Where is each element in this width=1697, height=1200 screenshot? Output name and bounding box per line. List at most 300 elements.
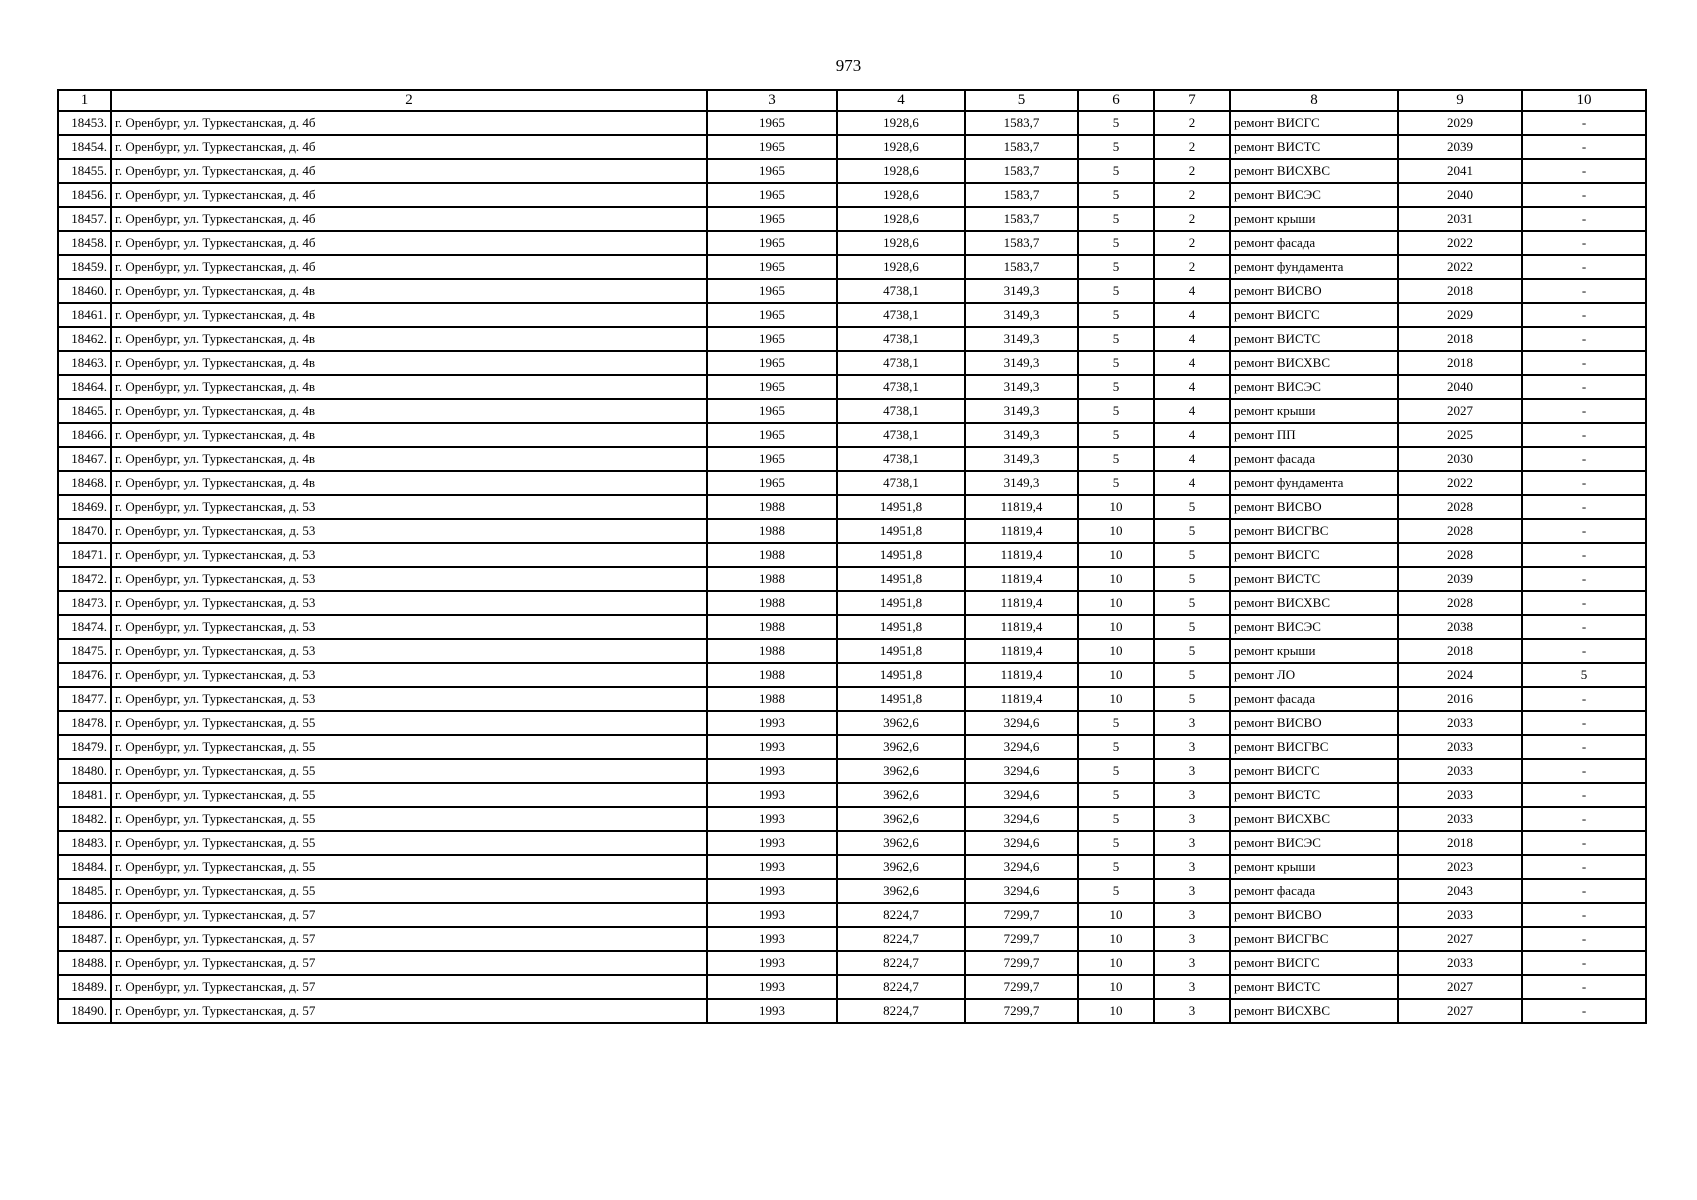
planned-year-cell: 2025 — [1398, 423, 1522, 447]
column-header: 10 — [1522, 90, 1646, 111]
year-cell: 1988 — [707, 663, 837, 687]
year-cell: 1965 — [707, 351, 837, 375]
floors-cell: 10 — [1078, 975, 1154, 999]
year-cell: 1988 — [707, 543, 837, 567]
work-type-cell: ремонт фасада — [1230, 879, 1398, 903]
planned-year-cell: 2018 — [1398, 639, 1522, 663]
address-cell: г. Оренбург, ул. Туркестанская, д. 53 — [111, 615, 707, 639]
year-cell: 1993 — [707, 903, 837, 927]
living-area-cell: 11819,4 — [965, 591, 1078, 615]
page-number: 973 — [835, 56, 862, 75]
table-row — [58, 903, 1646, 927]
planned-year-cell: 2033 — [1398, 903, 1522, 927]
floors-cell: 5 — [1078, 207, 1154, 231]
year-cell: 1965 — [707, 255, 837, 279]
note-cell: - — [1522, 447, 1646, 471]
floors-cell: 5 — [1078, 471, 1154, 495]
living-area-cell: 11819,4 — [965, 495, 1078, 519]
table-row — [58, 855, 1646, 879]
note-cell: - — [1522, 255, 1646, 279]
work-type-cell: ремонт фундамента — [1230, 471, 1398, 495]
note-cell: - — [1522, 735, 1646, 759]
year-cell: 1965 — [707, 447, 837, 471]
row-number-cell: 18454. — [58, 135, 111, 159]
total-area-cell: 3962,6 — [837, 807, 965, 831]
floors-cell: 5 — [1078, 759, 1154, 783]
year-cell: 1988 — [707, 615, 837, 639]
floors-cell: 10 — [1078, 591, 1154, 615]
row-number-cell: 18480. — [58, 759, 111, 783]
row-number-cell: 18473. — [58, 591, 111, 615]
floors-cell: 5 — [1078, 735, 1154, 759]
note-cell: - — [1522, 951, 1646, 975]
total-area-cell: 1928,6 — [837, 207, 965, 231]
note-cell: - — [1522, 759, 1646, 783]
work-type-cell: ремонт ВИСЭС — [1230, 831, 1398, 855]
note-cell: - — [1522, 615, 1646, 639]
note-cell: - — [1522, 567, 1646, 591]
note-cell: - — [1522, 231, 1646, 255]
address-cell: г. Оренбург, ул. Туркестанская, д. 53 — [111, 519, 707, 543]
entrances-cell: 2 — [1154, 255, 1230, 279]
table-row — [58, 495, 1646, 519]
planned-year-cell: 2028 — [1398, 495, 1522, 519]
total-area-cell: 14951,8 — [837, 639, 965, 663]
planned-year-cell: 2033 — [1398, 783, 1522, 807]
note-cell: - — [1522, 471, 1646, 495]
table-row — [58, 951, 1646, 975]
floors-cell: 5 — [1078, 807, 1154, 831]
year-cell: 1965 — [707, 423, 837, 447]
table-row — [58, 471, 1646, 495]
living-area-cell: 7299,7 — [965, 951, 1078, 975]
year-cell: 1993 — [707, 831, 837, 855]
living-area-cell: 3149,3 — [965, 447, 1078, 471]
total-area-cell: 4738,1 — [837, 327, 965, 351]
work-type-cell: ремонт ПП — [1230, 423, 1398, 447]
note-cell: - — [1522, 999, 1646, 1023]
year-cell: 1988 — [707, 687, 837, 711]
year-cell: 1965 — [707, 471, 837, 495]
planned-year-cell: 2043 — [1398, 879, 1522, 903]
note-cell: - — [1522, 135, 1646, 159]
planned-year-cell: 2018 — [1398, 279, 1522, 303]
living-area-cell: 11819,4 — [965, 687, 1078, 711]
row-number-cell: 18458. — [58, 231, 111, 255]
entrances-cell: 2 — [1154, 207, 1230, 231]
floors-cell: 10 — [1078, 999, 1154, 1023]
living-area-cell: 3149,3 — [965, 375, 1078, 399]
planned-year-cell: 2027 — [1398, 399, 1522, 423]
row-number-cell: 18457. — [58, 207, 111, 231]
living-area-cell: 11819,4 — [965, 639, 1078, 663]
address-cell: г. Оренбург, ул. Туркестанская, д. 4б — [111, 231, 707, 255]
work-type-cell: ремонт ВИСХВС — [1230, 999, 1398, 1023]
address-cell: г. Оренбург, ул. Туркестанская, д. 57 — [111, 951, 707, 975]
total-area-cell: 4738,1 — [837, 375, 965, 399]
living-area-cell: 3149,3 — [965, 327, 1078, 351]
floors-cell: 5 — [1078, 783, 1154, 807]
planned-year-cell: 2033 — [1398, 951, 1522, 975]
floors-cell: 5 — [1078, 111, 1154, 135]
planned-year-cell: 2041 — [1398, 159, 1522, 183]
row-number-cell: 18482. — [58, 807, 111, 831]
living-area-cell: 3294,6 — [965, 831, 1078, 855]
work-type-cell: ремонт ВИСЭС — [1230, 375, 1398, 399]
row-number-cell: 18490. — [58, 999, 111, 1023]
address-cell: г. Оренбург, ул. Туркестанская, д. 53 — [111, 663, 707, 687]
note-cell: - — [1522, 399, 1646, 423]
row-number-cell: 18484. — [58, 855, 111, 879]
living-area-cell: 3294,6 — [965, 807, 1078, 831]
note-cell: - — [1522, 639, 1646, 663]
address-cell: г. Оренбург, ул. Туркестанская, д. 53 — [111, 639, 707, 663]
total-area-cell: 4738,1 — [837, 423, 965, 447]
year-cell: 1988 — [707, 495, 837, 519]
total-area-cell: 1928,6 — [837, 183, 965, 207]
total-area-cell: 8224,7 — [837, 903, 965, 927]
planned-year-cell: 2038 — [1398, 615, 1522, 639]
total-area-cell: 14951,8 — [837, 591, 965, 615]
note-cell: - — [1522, 423, 1646, 447]
column-header: 1 — [58, 90, 111, 111]
total-area-cell: 4738,1 — [837, 399, 965, 423]
total-area-cell: 4738,1 — [837, 351, 965, 375]
year-cell: 1988 — [707, 519, 837, 543]
row-number-cell: 18476. — [58, 663, 111, 687]
table-row — [58, 447, 1646, 471]
planned-year-cell: 2018 — [1398, 831, 1522, 855]
table-row — [58, 351, 1646, 375]
table-row — [58, 639, 1646, 663]
row-number-cell: 18471. — [58, 543, 111, 567]
address-cell: г. Оренбург, ул. Туркестанская, д. 4б — [111, 135, 707, 159]
row-number-cell: 18477. — [58, 687, 111, 711]
address-cell: г. Оренбург, ул. Туркестанская, д. 4в — [111, 327, 707, 351]
entrances-cell: 5 — [1154, 519, 1230, 543]
address-cell: г. Оренбург, ул. Туркестанская, д. 4в — [111, 423, 707, 447]
entrances-cell: 3 — [1154, 855, 1230, 879]
work-type-cell: ремонт ВИСТС — [1230, 975, 1398, 999]
row-number-cell: 18478. — [58, 711, 111, 735]
address-cell: г. Оренбург, ул. Туркестанская, д. 55 — [111, 735, 707, 759]
entrances-cell: 3 — [1154, 951, 1230, 975]
year-cell: 1993 — [707, 855, 837, 879]
year-cell: 1993 — [707, 975, 837, 999]
address-cell: г. Оренбург, ул. Туркестанская, д. 57 — [111, 999, 707, 1023]
year-cell: 1993 — [707, 735, 837, 759]
address-cell: г. Оренбург, ул. Туркестанская, д. 53 — [111, 687, 707, 711]
row-number-cell: 18463. — [58, 351, 111, 375]
living-area-cell: 3149,3 — [965, 423, 1078, 447]
living-area-cell: 1583,7 — [965, 255, 1078, 279]
table-row — [58, 111, 1646, 135]
table-row — [58, 399, 1646, 423]
living-area-cell: 3294,6 — [965, 735, 1078, 759]
entrances-cell: 4 — [1154, 423, 1230, 447]
planned-year-cell: 2018 — [1398, 327, 1522, 351]
row-number-cell: 18467. — [58, 447, 111, 471]
note-cell: - — [1522, 495, 1646, 519]
entrances-cell: 4 — [1154, 279, 1230, 303]
work-type-cell: ремонт ВИСВО — [1230, 279, 1398, 303]
row-number-cell: 18487. — [58, 927, 111, 951]
row-number-cell: 18456. — [58, 183, 111, 207]
column-header: 8 — [1230, 90, 1398, 111]
address-cell: г. Оренбург, ул. Туркестанская, д. 55 — [111, 879, 707, 903]
floors-cell: 5 — [1078, 159, 1154, 183]
floors-cell: 10 — [1078, 639, 1154, 663]
work-type-cell: ремонт ВИСВО — [1230, 903, 1398, 927]
entrances-cell: 2 — [1154, 231, 1230, 255]
work-type-cell: ремонт ВИСТС — [1230, 567, 1398, 591]
table-row — [58, 135, 1646, 159]
work-type-cell: ремонт ВИСХВС — [1230, 807, 1398, 831]
address-cell: г. Оренбург, ул. Туркестанская, д. 55 — [111, 759, 707, 783]
total-area-cell: 3962,6 — [837, 759, 965, 783]
column-header: 4 — [837, 90, 965, 111]
living-area-cell: 7299,7 — [965, 927, 1078, 951]
entrances-cell: 3 — [1154, 999, 1230, 1023]
work-type-cell: ремонт ВИСТС — [1230, 135, 1398, 159]
note-cell: - — [1522, 327, 1646, 351]
note-cell: - — [1522, 543, 1646, 567]
floors-cell: 5 — [1078, 855, 1154, 879]
planned-year-cell: 2028 — [1398, 519, 1522, 543]
floors-cell: 5 — [1078, 327, 1154, 351]
total-area-cell: 3962,6 — [837, 831, 965, 855]
entrances-cell: 5 — [1154, 615, 1230, 639]
table-row — [58, 807, 1646, 831]
note-cell: - — [1522, 687, 1646, 711]
row-number-cell: 18468. — [58, 471, 111, 495]
row-number-cell: 18466. — [58, 423, 111, 447]
work-type-cell: ремонт фасада — [1230, 231, 1398, 255]
year-cell: 1965 — [707, 207, 837, 231]
work-type-cell: ремонт ВИСГВС — [1230, 519, 1398, 543]
year-cell: 1988 — [707, 639, 837, 663]
year-cell: 1965 — [707, 399, 837, 423]
entrances-cell: 2 — [1154, 159, 1230, 183]
floors-cell: 10 — [1078, 495, 1154, 519]
row-number-cell: 18460. — [58, 279, 111, 303]
total-area-cell: 8224,7 — [837, 927, 965, 951]
address-cell: г. Оренбург, ул. Туркестанская, д. 55 — [111, 783, 707, 807]
entrances-cell: 3 — [1154, 735, 1230, 759]
planned-year-cell: 2029 — [1398, 111, 1522, 135]
column-header: 6 — [1078, 90, 1154, 111]
living-area-cell: 7299,7 — [965, 975, 1078, 999]
total-area-cell: 4738,1 — [837, 303, 965, 327]
work-type-cell: ремонт ВИСВО — [1230, 711, 1398, 735]
address-cell: г. Оренбург, ул. Туркестанская, д. 4в — [111, 279, 707, 303]
living-area-cell: 1583,7 — [965, 207, 1078, 231]
year-cell: 1965 — [707, 183, 837, 207]
work-type-cell: ремонт крыши — [1230, 207, 1398, 231]
entrances-cell: 3 — [1154, 759, 1230, 783]
total-area-cell: 1928,6 — [837, 111, 965, 135]
total-area-cell: 14951,8 — [837, 543, 965, 567]
work-type-cell: ремонт крыши — [1230, 855, 1398, 879]
planned-year-cell: 2033 — [1398, 711, 1522, 735]
note-cell: - — [1522, 183, 1646, 207]
table-row — [58, 999, 1646, 1023]
table-row — [58, 279, 1646, 303]
address-cell: г. Оренбург, ул. Туркестанская, д. 4б — [111, 207, 707, 231]
total-area-cell: 4738,1 — [837, 471, 965, 495]
planned-year-cell: 2030 — [1398, 447, 1522, 471]
year-cell: 1965 — [707, 375, 837, 399]
living-area-cell: 3294,6 — [965, 711, 1078, 735]
work-type-cell: ремонт ВИСХВС — [1230, 591, 1398, 615]
address-cell: г. Оренбург, ул. Туркестанская, д. 4в — [111, 351, 707, 375]
table-header-row — [58, 90, 1646, 111]
year-cell: 1965 — [707, 111, 837, 135]
floors-cell: 10 — [1078, 663, 1154, 687]
row-number-cell: 18479. — [58, 735, 111, 759]
work-type-cell: ремонт ЛО — [1230, 663, 1398, 687]
note-cell: - — [1522, 279, 1646, 303]
row-number-cell: 18475. — [58, 639, 111, 663]
planned-year-cell: 2028 — [1398, 543, 1522, 567]
floors-cell: 10 — [1078, 543, 1154, 567]
floors-cell: 5 — [1078, 183, 1154, 207]
entrances-cell: 4 — [1154, 471, 1230, 495]
work-type-cell: ремонт ВИСГС — [1230, 303, 1398, 327]
address-cell: г. Оренбург, ул. Туркестанская, д. 4б — [111, 159, 707, 183]
planned-year-cell: 2039 — [1398, 567, 1522, 591]
row-number-cell: 18459. — [58, 255, 111, 279]
living-area-cell: 11819,4 — [965, 567, 1078, 591]
work-type-cell: ремонт ВИСГВС — [1230, 735, 1398, 759]
note-cell: - — [1522, 591, 1646, 615]
living-area-cell: 7299,7 — [965, 903, 1078, 927]
planned-year-cell: 2031 — [1398, 207, 1522, 231]
note-cell: - — [1522, 831, 1646, 855]
row-number-cell: 18464. — [58, 375, 111, 399]
year-cell: 1993 — [707, 879, 837, 903]
entrances-cell: 4 — [1154, 375, 1230, 399]
living-area-cell: 1583,7 — [965, 135, 1078, 159]
table-row — [58, 831, 1646, 855]
entrances-cell: 5 — [1154, 591, 1230, 615]
total-area-cell: 1928,6 — [837, 255, 965, 279]
row-number-cell: 18470. — [58, 519, 111, 543]
year-cell: 1965 — [707, 327, 837, 351]
floors-cell: 5 — [1078, 879, 1154, 903]
table-row — [58, 975, 1646, 999]
work-type-cell: ремонт ВИСВО — [1230, 495, 1398, 519]
living-area-cell: 3149,3 — [965, 351, 1078, 375]
total-area-cell: 4738,1 — [837, 279, 965, 303]
living-area-cell: 1583,7 — [965, 231, 1078, 255]
planned-year-cell: 2039 — [1398, 135, 1522, 159]
row-number-cell: 18472. — [58, 567, 111, 591]
address-cell: г. Оренбург, ул. Туркестанская, д. 57 — [111, 927, 707, 951]
planned-year-cell: 2023 — [1398, 855, 1522, 879]
living-area-cell: 11819,4 — [965, 519, 1078, 543]
note-cell: - — [1522, 855, 1646, 879]
total-area-cell: 3962,6 — [837, 855, 965, 879]
entrances-cell: 4 — [1154, 399, 1230, 423]
row-number-cell: 18465. — [58, 399, 111, 423]
total-area-cell: 14951,8 — [837, 567, 965, 591]
planned-year-cell: 2018 — [1398, 351, 1522, 375]
planned-year-cell: 2022 — [1398, 231, 1522, 255]
planned-year-cell: 2040 — [1398, 375, 1522, 399]
table-row — [58, 759, 1646, 783]
entrances-cell: 3 — [1154, 903, 1230, 927]
living-area-cell: 7299,7 — [965, 999, 1078, 1023]
total-area-cell: 14951,8 — [837, 615, 965, 639]
column-header: 2 — [111, 90, 707, 111]
row-number-cell: 18483. — [58, 831, 111, 855]
year-cell: 1993 — [707, 759, 837, 783]
note-cell: - — [1522, 807, 1646, 831]
note-cell: - — [1522, 351, 1646, 375]
work-type-cell: ремонт фасада — [1230, 687, 1398, 711]
total-area-cell: 1928,6 — [837, 159, 965, 183]
floors-cell: 5 — [1078, 399, 1154, 423]
row-number-cell: 18469. — [58, 495, 111, 519]
address-cell: г. Оренбург, ул. Туркестанская, д. 4в — [111, 399, 707, 423]
living-area-cell: 3294,6 — [965, 783, 1078, 807]
year-cell: 1965 — [707, 135, 837, 159]
row-number-cell: 18486. — [58, 903, 111, 927]
row-number-cell: 18455. — [58, 159, 111, 183]
total-area-cell: 14951,8 — [837, 495, 965, 519]
table-row — [58, 207, 1646, 231]
planned-year-cell: 2033 — [1398, 759, 1522, 783]
entrances-cell: 5 — [1154, 687, 1230, 711]
living-area-cell: 1583,7 — [965, 183, 1078, 207]
work-type-cell: ремонт ВИСТС — [1230, 327, 1398, 351]
entrances-cell: 4 — [1154, 351, 1230, 375]
address-cell: г. Оренбург, ул. Туркестанская, д. 4в — [111, 471, 707, 495]
total-area-cell: 8224,7 — [837, 999, 965, 1023]
address-cell: г. Оренбург, ул. Туркестанская, д. 4в — [111, 447, 707, 471]
row-number-cell: 18485. — [58, 879, 111, 903]
floors-cell: 5 — [1078, 279, 1154, 303]
total-area-cell: 3962,6 — [837, 783, 965, 807]
row-number-cell: 18481. — [58, 783, 111, 807]
entrances-cell: 4 — [1154, 303, 1230, 327]
planned-year-cell: 2027 — [1398, 999, 1522, 1023]
address-cell: г. Оренбург, ул. Туркестанская, д. 53 — [111, 543, 707, 567]
address-cell: г. Оренбург, ул. Туркестанская, д. 4б — [111, 111, 707, 135]
table-row — [58, 687, 1646, 711]
planned-year-cell: 2028 — [1398, 591, 1522, 615]
living-area-cell: 3149,3 — [965, 399, 1078, 423]
repair-schedule-table — [57, 89, 1647, 1024]
address-cell: г. Оренбург, ул. Туркестанская, д. 55 — [111, 855, 707, 879]
floors-cell: 10 — [1078, 567, 1154, 591]
note-cell: - — [1522, 375, 1646, 399]
total-area-cell: 1928,6 — [837, 135, 965, 159]
work-type-cell: ремонт ВИСГС — [1230, 759, 1398, 783]
year-cell: 1993 — [707, 951, 837, 975]
entrances-cell: 5 — [1154, 639, 1230, 663]
planned-year-cell: 2024 — [1398, 663, 1522, 687]
table-row — [58, 615, 1646, 639]
address-cell: г. Оренбург, ул. Туркестанская, д. 55 — [111, 711, 707, 735]
table-row — [58, 567, 1646, 591]
entrances-cell: 2 — [1154, 135, 1230, 159]
planned-year-cell: 2033 — [1398, 735, 1522, 759]
address-cell: г. Оренбург, ул. Туркестанская, д. 57 — [111, 903, 707, 927]
entrances-cell: 3 — [1154, 783, 1230, 807]
table-row — [58, 735, 1646, 759]
